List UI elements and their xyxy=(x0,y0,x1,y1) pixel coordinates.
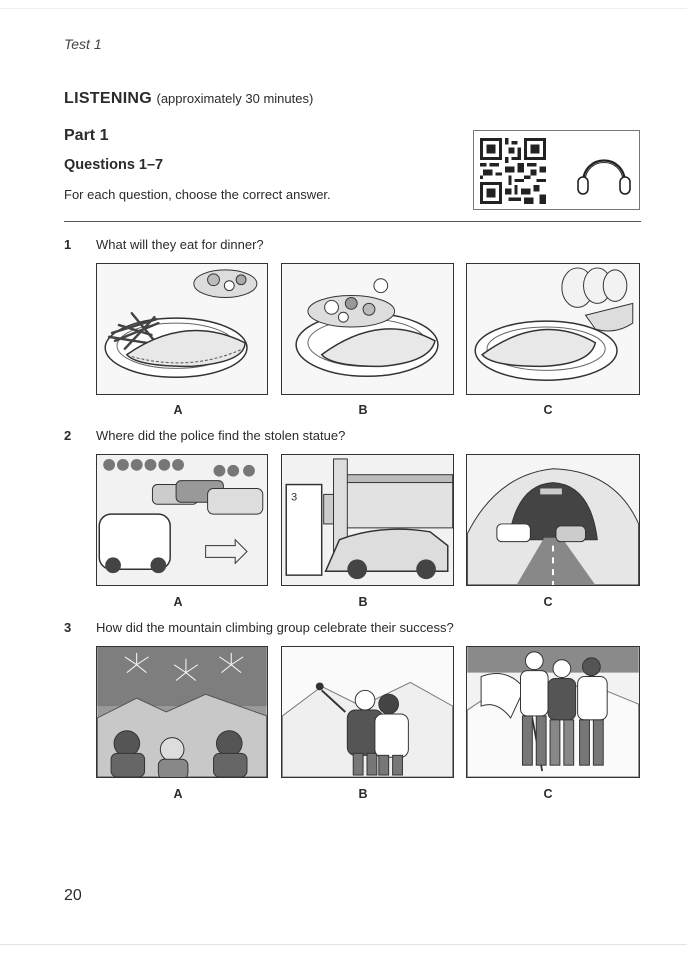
question-1-option-a-picture[interactable] xyxy=(96,263,268,395)
question-2-text: Where did the police find the stolen statue? xyxy=(96,428,346,443)
instruction-text: For each question, choose the correct answer. xyxy=(64,187,331,202)
question-1-option-c-label: C xyxy=(543,403,553,417)
section-title xyxy=(64,90,313,108)
test-label: Test 1 xyxy=(64,36,102,52)
question-2-option-a-label: A xyxy=(173,595,183,609)
question-2-option-b-label: B xyxy=(358,595,368,609)
question-1-text: What will they eat for dinner? xyxy=(96,237,264,252)
question-2-option-c-picture[interactable] xyxy=(466,454,640,586)
question-3-text: How did the mountain climbing group celebrate their success? xyxy=(96,620,454,635)
question-3-option-b-label: B xyxy=(358,787,368,801)
question-2-option-c-label: C xyxy=(543,595,553,609)
question-1-option-b-picture[interactable] xyxy=(281,263,454,395)
svg-text:3: 3 xyxy=(291,491,298,504)
question-1-option-a-label: A xyxy=(173,403,183,417)
section-duration: (approximately 30 minutes) xyxy=(156,91,314,106)
question-3-number: 3 xyxy=(64,620,72,635)
question-2-option-a-picture[interactable] xyxy=(96,454,268,586)
questions-range: Questions 1–7 xyxy=(64,157,164,173)
question-1-option-b-label: B xyxy=(358,403,368,417)
page-number: 20 xyxy=(64,887,82,904)
question-3-option-a-picture[interactable] xyxy=(96,646,268,778)
question-1-option-c-picture[interactable] xyxy=(466,263,640,395)
question-3-option-b-picture[interactable] xyxy=(281,646,454,778)
question-3-option-c-label: C xyxy=(543,787,553,801)
question-3-option-c-picture[interactable] xyxy=(466,646,640,778)
section-heading: LISTENING xyxy=(64,90,153,107)
headphones-icon xyxy=(573,145,635,197)
question-2-number: 2 xyxy=(64,428,72,443)
section-divider xyxy=(64,221,641,222)
top-edge-line xyxy=(0,8,687,9)
bottom-edge-line xyxy=(0,944,687,945)
part-title: Part 1 xyxy=(64,127,109,144)
question-1-number: 1 xyxy=(64,237,72,252)
question-2-option-b-picture[interactable] xyxy=(281,454,454,586)
qr-code-icon[interactable] xyxy=(480,138,546,204)
question-3-option-a-label: A xyxy=(173,787,183,801)
